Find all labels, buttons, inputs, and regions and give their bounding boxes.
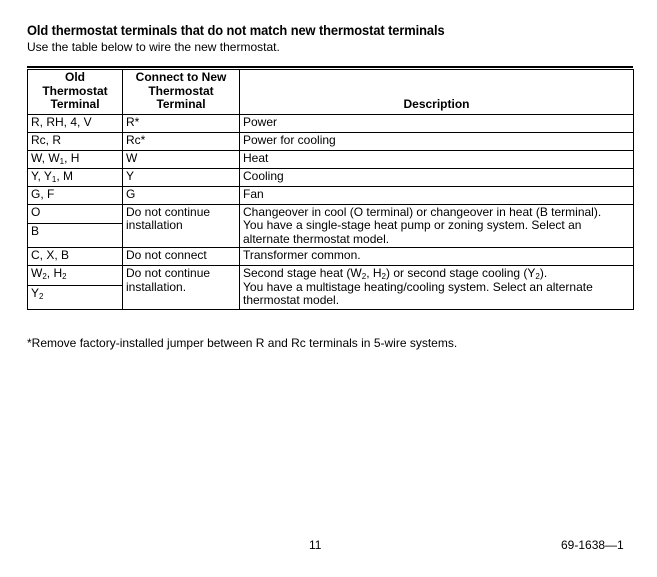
cell-old [28, 168, 123, 186]
cell-old: C, X, B [28, 248, 123, 266]
document-number: 69-1638—1 [561, 538, 624, 552]
table-header-row [28, 70, 634, 115]
cell-old-text: , H [46, 266, 63, 280]
cell-old: B [28, 224, 123, 248]
cell-new: Do not continue installation. [123, 266, 240, 310]
cell-old-text: W, W [31, 150, 60, 165]
subscript: 2 [62, 272, 67, 281]
cell-new: W [123, 150, 240, 168]
cell-desc: Transformer common. [240, 248, 634, 266]
wiring-table [27, 69, 634, 310]
cell-desc: Heat [240, 150, 634, 168]
cell-new: Rc* [123, 132, 240, 150]
cell-desc: Fan [240, 186, 634, 204]
cell-desc: Cooling [240, 168, 634, 186]
table-row [28, 168, 634, 186]
table-row [28, 248, 634, 266]
cell-old [28, 285, 123, 309]
table-row [28, 114, 634, 132]
desc-line: You have a single-stage heat pump or zoning system. Select an alternate thermostat model. [243, 218, 582, 246]
header-old-terminal: Old Thermostat Terminal [28, 70, 123, 115]
table-row [28, 132, 634, 150]
page-subtitle: Use the table below to wire the new thermostat. [27, 40, 280, 54]
cell-desc [240, 204, 634, 248]
table-row [28, 186, 634, 204]
table-row [28, 204, 634, 224]
subscript: 2 [39, 291, 44, 301]
footnote: *Remove factory-installed jumper between R and Rc terminals in 5-wire systems. [27, 336, 458, 350]
desc-text: ) or second stage cooling (Y [385, 266, 536, 280]
table-row [28, 150, 634, 168]
desc-text: ). [539, 266, 548, 280]
page-number: 11 [309, 538, 322, 552]
cell-desc [240, 266, 634, 310]
cell-desc: Power [240, 114, 634, 132]
desc-line: Changeover in cool (O terminal) or changeover in heat (B terminal). [243, 204, 602, 219]
cell-desc: Power for cooling [240, 132, 634, 150]
subscript: 2 [42, 272, 47, 281]
header-new-terminal: Connect to New Thermostat Terminal [123, 70, 240, 115]
cell-old [28, 266, 123, 286]
subscript: 2 [361, 272, 367, 281]
subscript: 2 [535, 272, 540, 281]
subscript: 2 [381, 272, 386, 281]
cell-old-text: W [31, 266, 43, 280]
table-top-rule [27, 66, 633, 68]
desc-line: You have a multistage heating/cooling system. Select an alternate thermostat model. [243, 279, 593, 307]
cell-new: R* [123, 114, 240, 132]
cell-old: O [28, 204, 123, 224]
cell-old: Rc, R [28, 132, 123, 150]
cell-old: R, RH, 4, V [28, 114, 123, 132]
cell-old-text: , M [56, 168, 74, 183]
cell-new: Y [123, 168, 240, 186]
desc-text: , H [366, 266, 382, 280]
cell-old-text: , H [64, 150, 80, 165]
cell-new: G [123, 186, 240, 204]
cell-new: Do not continue installation [123, 204, 240, 248]
subscript: 1 [59, 156, 65, 166]
cell-old-text: Y [31, 285, 40, 300]
desc-line [243, 267, 630, 281]
cell-old-text: Y, Y [31, 168, 52, 183]
cell-old [28, 150, 123, 168]
table-row [28, 266, 634, 286]
desc-text: Second stage heat (W [243, 266, 362, 280]
cell-new: Do not connect [123, 248, 240, 266]
subscript: 1 [51, 174, 57, 184]
cell-old: G, F [28, 186, 123, 204]
header-description: Description [240, 70, 634, 115]
page-title: Old thermostat terminals that do not match new thermostat terminals [27, 22, 445, 38]
